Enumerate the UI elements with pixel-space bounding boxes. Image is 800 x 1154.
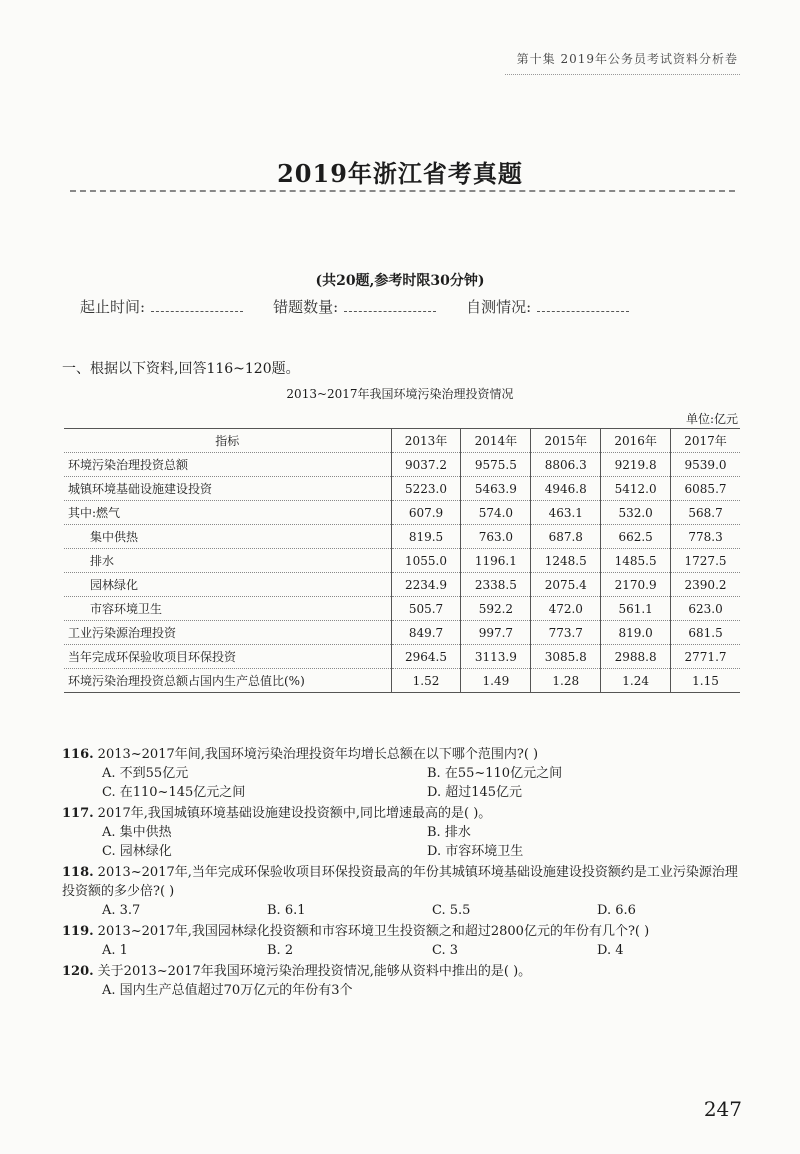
answer-option[interactable]: A. 国内生产总值超过70万亿元的年份有3个: [102, 983, 353, 998]
column-header: 2014年: [461, 429, 531, 453]
table-cell: 1.15: [671, 669, 740, 693]
row-label: 园林绿化: [64, 573, 391, 597]
table-cell: 9575.5: [461, 453, 531, 477]
table-cell: 5412.0: [601, 477, 671, 501]
question-stem: [62, 863, 742, 901]
running-head: 第十集 2019年公务员考试资料分析卷: [516, 52, 738, 66]
column-header: 2013年: [391, 429, 461, 453]
table-cell: 3113.9: [461, 645, 531, 669]
row-label: 环境污染治理投资总额占国内生产总值比(%): [64, 669, 391, 693]
table-row: [64, 597, 740, 621]
table-cell: 1055.0: [391, 549, 461, 573]
table-cell: 607.9: [391, 501, 461, 525]
row-label: 市容环境卫生: [64, 597, 391, 621]
table-cell: 8806.3: [531, 453, 601, 477]
table-cell: 2390.2: [671, 573, 740, 597]
option-group: [62, 764, 742, 802]
record-blank: [344, 297, 436, 312]
table-cell: 472.0: [531, 597, 601, 621]
page-number: 247: [703, 1097, 742, 1121]
question-number: 120.: [62, 964, 94, 979]
row-label: 工业污染源治理投资: [64, 621, 391, 645]
answer-option[interactable]: A. 1: [102, 943, 128, 958]
table-cell: 1485.5: [601, 549, 671, 573]
question-item: [62, 922, 742, 960]
table-row: [64, 477, 740, 501]
table-row: [64, 669, 740, 693]
option-group: [62, 981, 742, 1000]
table-cell: 3085.8: [531, 645, 601, 669]
table-cell: 623.0: [671, 597, 740, 621]
answer-option[interactable]: B. 在55~110亿元之间: [427, 766, 563, 781]
question-number: 118.: [62, 865, 94, 880]
row-label: 排水: [64, 549, 391, 573]
question-text: 2013~2017年间,我国环境污染治理投资年均增长总额在以下哪个范围内?( ): [97, 747, 539, 762]
answer-option[interactable]: C. 3: [432, 943, 459, 958]
table-cell: 1248.5: [531, 549, 601, 573]
page-title: 2019年浙江省考真题: [277, 159, 523, 188]
table-cell: 9219.8: [601, 453, 671, 477]
question-item: [62, 745, 742, 802]
table-cell: 592.2: [461, 597, 531, 621]
table-cell: 2075.4: [531, 573, 601, 597]
header-rule: [505, 74, 740, 75]
table-row: [64, 549, 740, 573]
table-cell: 1.52: [391, 669, 461, 693]
table-cell: 2170.9: [601, 573, 671, 597]
section-heading: 一、根据以下资料,回答116~120题。: [62, 361, 300, 377]
question-text: 关于2013~2017年我国环境污染治理投资情况,能够从资料中推出的是( )。: [97, 964, 532, 979]
column-header: 2016年: [601, 429, 671, 453]
table-row: [64, 621, 740, 645]
record-field-assessment: [466, 296, 629, 317]
table-cell: 681.5: [671, 621, 740, 645]
table-cell: 574.0: [461, 501, 531, 525]
answer-option[interactable]: B. 6.1: [267, 903, 306, 918]
question-stem: [62, 922, 742, 941]
table-cell: 561.1: [601, 597, 671, 621]
row-label: 环境污染治理投资总额: [64, 453, 391, 477]
table-cell: 2964.5: [391, 645, 461, 669]
table-cell: 1.24: [601, 669, 671, 693]
table-header-row: [64, 429, 740, 453]
table-cell: 532.0: [601, 501, 671, 525]
record-label: 自测情况:: [466, 298, 532, 316]
question-item: [62, 962, 742, 1000]
table-cell: 997.7: [461, 621, 531, 645]
table-cell: 5463.9: [461, 477, 531, 501]
record-label: 起止时间:: [80, 298, 146, 316]
record-field-time: [80, 296, 243, 317]
row-label: 其中:燃气: [64, 501, 391, 525]
question-number: 117.: [62, 806, 94, 821]
table-cell: 9037.2: [391, 453, 461, 477]
table-cell: 687.8: [531, 525, 601, 549]
answer-option[interactable]: B. 2: [267, 943, 294, 958]
row-label: 集中供热: [64, 525, 391, 549]
table-unit: 单位:亿元: [685, 412, 738, 426]
answer-option[interactable]: A. 不到55亿元: [102, 766, 189, 781]
table-cell: 819.5: [391, 525, 461, 549]
table-cell: 6085.7: [671, 477, 740, 501]
table-cell: 5223.0: [391, 477, 461, 501]
option-group: [62, 901, 742, 920]
table-cell: 1.49: [461, 669, 531, 693]
answer-option[interactable]: C. 园林绿化: [102, 844, 172, 859]
table-cell: 2338.5: [461, 573, 531, 597]
table-cell: 2234.9: [391, 573, 461, 597]
table-cell: 662.5: [601, 525, 671, 549]
table-cell: 568.7: [671, 501, 740, 525]
answer-option[interactable]: D. 市容环境卫生: [427, 844, 524, 859]
question-stem: [62, 804, 742, 823]
question-stem: [62, 962, 742, 981]
answer-option[interactable]: A. 3.7: [102, 903, 141, 918]
column-header: 2017年: [671, 429, 740, 453]
self-record-row: [80, 296, 740, 317]
table-row: [64, 525, 740, 549]
table-row: [64, 501, 740, 525]
table-row: [64, 453, 740, 477]
table-cell: 1.28: [531, 669, 601, 693]
answer-option[interactable]: A. 集中供热: [102, 825, 172, 840]
table-row: [64, 645, 740, 669]
table-cell: 849.7: [391, 621, 461, 645]
row-label: 城镇环境基础设施建设投资: [64, 477, 391, 501]
question-text: 2013~2017年,当年完成环保验收项目环保投资最高的年份其城镇环境基础设施建设投资额约是工业污染源治理投资额的多少倍?( ): [62, 865, 738, 899]
table-cell: 1196.1: [461, 549, 531, 573]
question-number: 116.: [62, 747, 94, 762]
table-cell: 773.7: [531, 621, 601, 645]
answer-option[interactable]: D. 4: [597, 943, 624, 958]
question-item: [62, 804, 742, 861]
table-cell: 778.3: [671, 525, 740, 549]
answer-option[interactable]: D. 超过145亿元: [427, 785, 523, 800]
table-cell: 9539.0: [671, 453, 740, 477]
table-cell: 1727.5: [671, 549, 740, 573]
table-cell: 463.1: [531, 501, 601, 525]
table-cell: 819.0: [601, 621, 671, 645]
record-field-errors: [273, 296, 436, 317]
question-text: 2013~2017年,我国园林绿化投资额和市容环境卫生投资额之和超过2800亿元的年份有几个?( ): [97, 924, 650, 939]
table-cell: 4946.8: [531, 477, 601, 501]
row-label: 当年完成环保验收项目环保投资: [64, 645, 391, 669]
table-title: 2013~2017年我国环境污染治理投资情况: [286, 387, 514, 401]
table-cell: 2988.8: [601, 645, 671, 669]
question-text: 2017年,我国城镇环境基础设施建设投资额中,同比增速最高的是( )。: [97, 806, 492, 821]
record-blank: [537, 297, 629, 312]
table-cell: 763.0: [461, 525, 531, 549]
answer-option[interactable]: D. 6.6: [597, 903, 636, 918]
title-divider: [70, 190, 735, 192]
option-group: [62, 941, 742, 960]
answer-option[interactable]: B. 排水: [427, 825, 471, 840]
answer-option[interactable]: C. 5.5: [432, 903, 471, 918]
investment-table: [64, 428, 740, 693]
question-item: [62, 863, 742, 920]
record-label: 错题数量:: [273, 298, 339, 316]
answer-option[interactable]: C. 在110~145亿元之间: [102, 785, 246, 800]
question-number: 119.: [62, 924, 94, 939]
record-blank: [151, 297, 243, 312]
question-list: [62, 745, 742, 1002]
table-cell: 505.7: [391, 597, 461, 621]
table-row: [64, 573, 740, 597]
option-group: [62, 823, 742, 861]
table-cell: 2771.7: [671, 645, 740, 669]
column-header: 2015年: [531, 429, 601, 453]
question-stem: [62, 745, 742, 764]
column-header: 指标: [64, 429, 391, 453]
exam-subtitle: (共20题,参考时限30分钟): [315, 273, 485, 289]
